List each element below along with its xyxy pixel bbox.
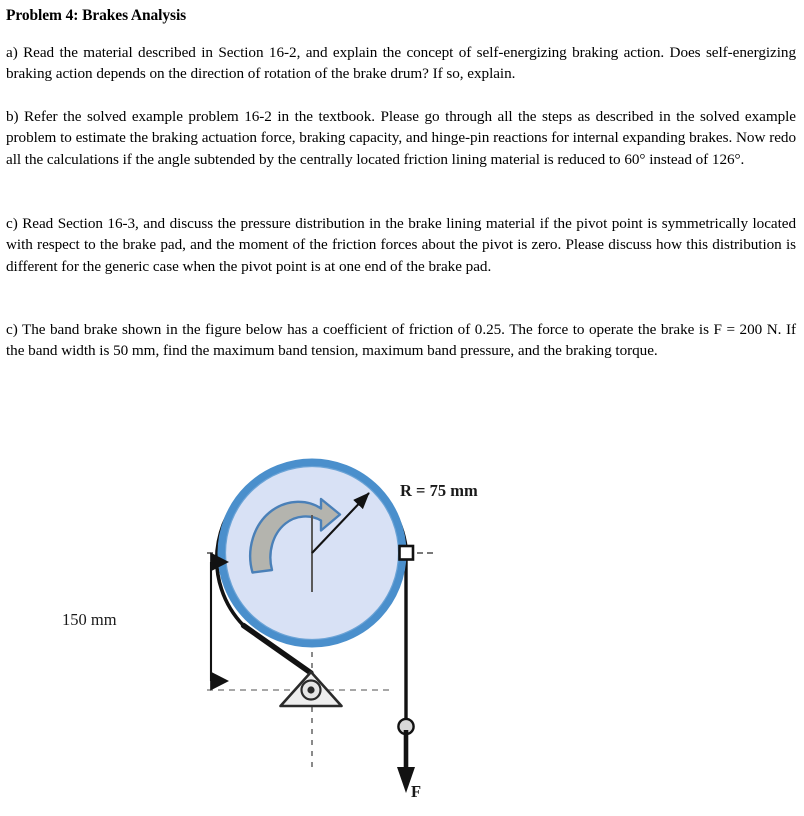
force-label: F bbox=[411, 782, 422, 801]
pivot-center-dot bbox=[307, 686, 314, 693]
radius-label: R = 75 mm bbox=[400, 481, 478, 500]
band-brake-figure bbox=[0, 440, 804, 816]
pivot-support bbox=[281, 672, 342, 706]
paragraph-a: a) Read the material described in Section 16-2, and explain the concept of self-energizing braking action. Does self-energizing braking action depends on the direction of rotation of the brake drum? If so, explain. bbox=[6, 44, 796, 83]
page-title: Problem 4: Brakes Analysis bbox=[6, 7, 187, 24]
paragraph-c2: c) The band brake shown in the figure below has a coefficient of friction of 0.25. The force to operate the brake is F = 200 N. If the band width is 50 mm, find the maximum band tension, maximum band pressure, and the braking torque. bbox=[6, 321, 796, 360]
band-brake-diagram-svg bbox=[0, 440, 804, 816]
paragraph-c1: c) Read Section 16-3, and discuss the pressure distribution in the brake lining material if the pivot point is symmetrically located with respect to the brake pad, and the moment of the friction forces about the pivot is zero. Please discuss how this distribution is different for the generic case when the pivot point is at one end of the brake pad. bbox=[6, 215, 796, 275]
band-anchor-square bbox=[400, 546, 414, 560]
distance-label: 150 mm bbox=[62, 610, 117, 629]
paragraph-b: b) Refer the solved example problem 16-2 in the textbook. Please go through all the steps as described in the solved example problem to estimate the braking actuation force, braking capacity, and hinge-pin reactions for internal expanding brakes. Now redo all the calculations if the angle subtended by the centrally located friction lining material is reduced to 60° instead of 126°. bbox=[6, 108, 796, 168]
